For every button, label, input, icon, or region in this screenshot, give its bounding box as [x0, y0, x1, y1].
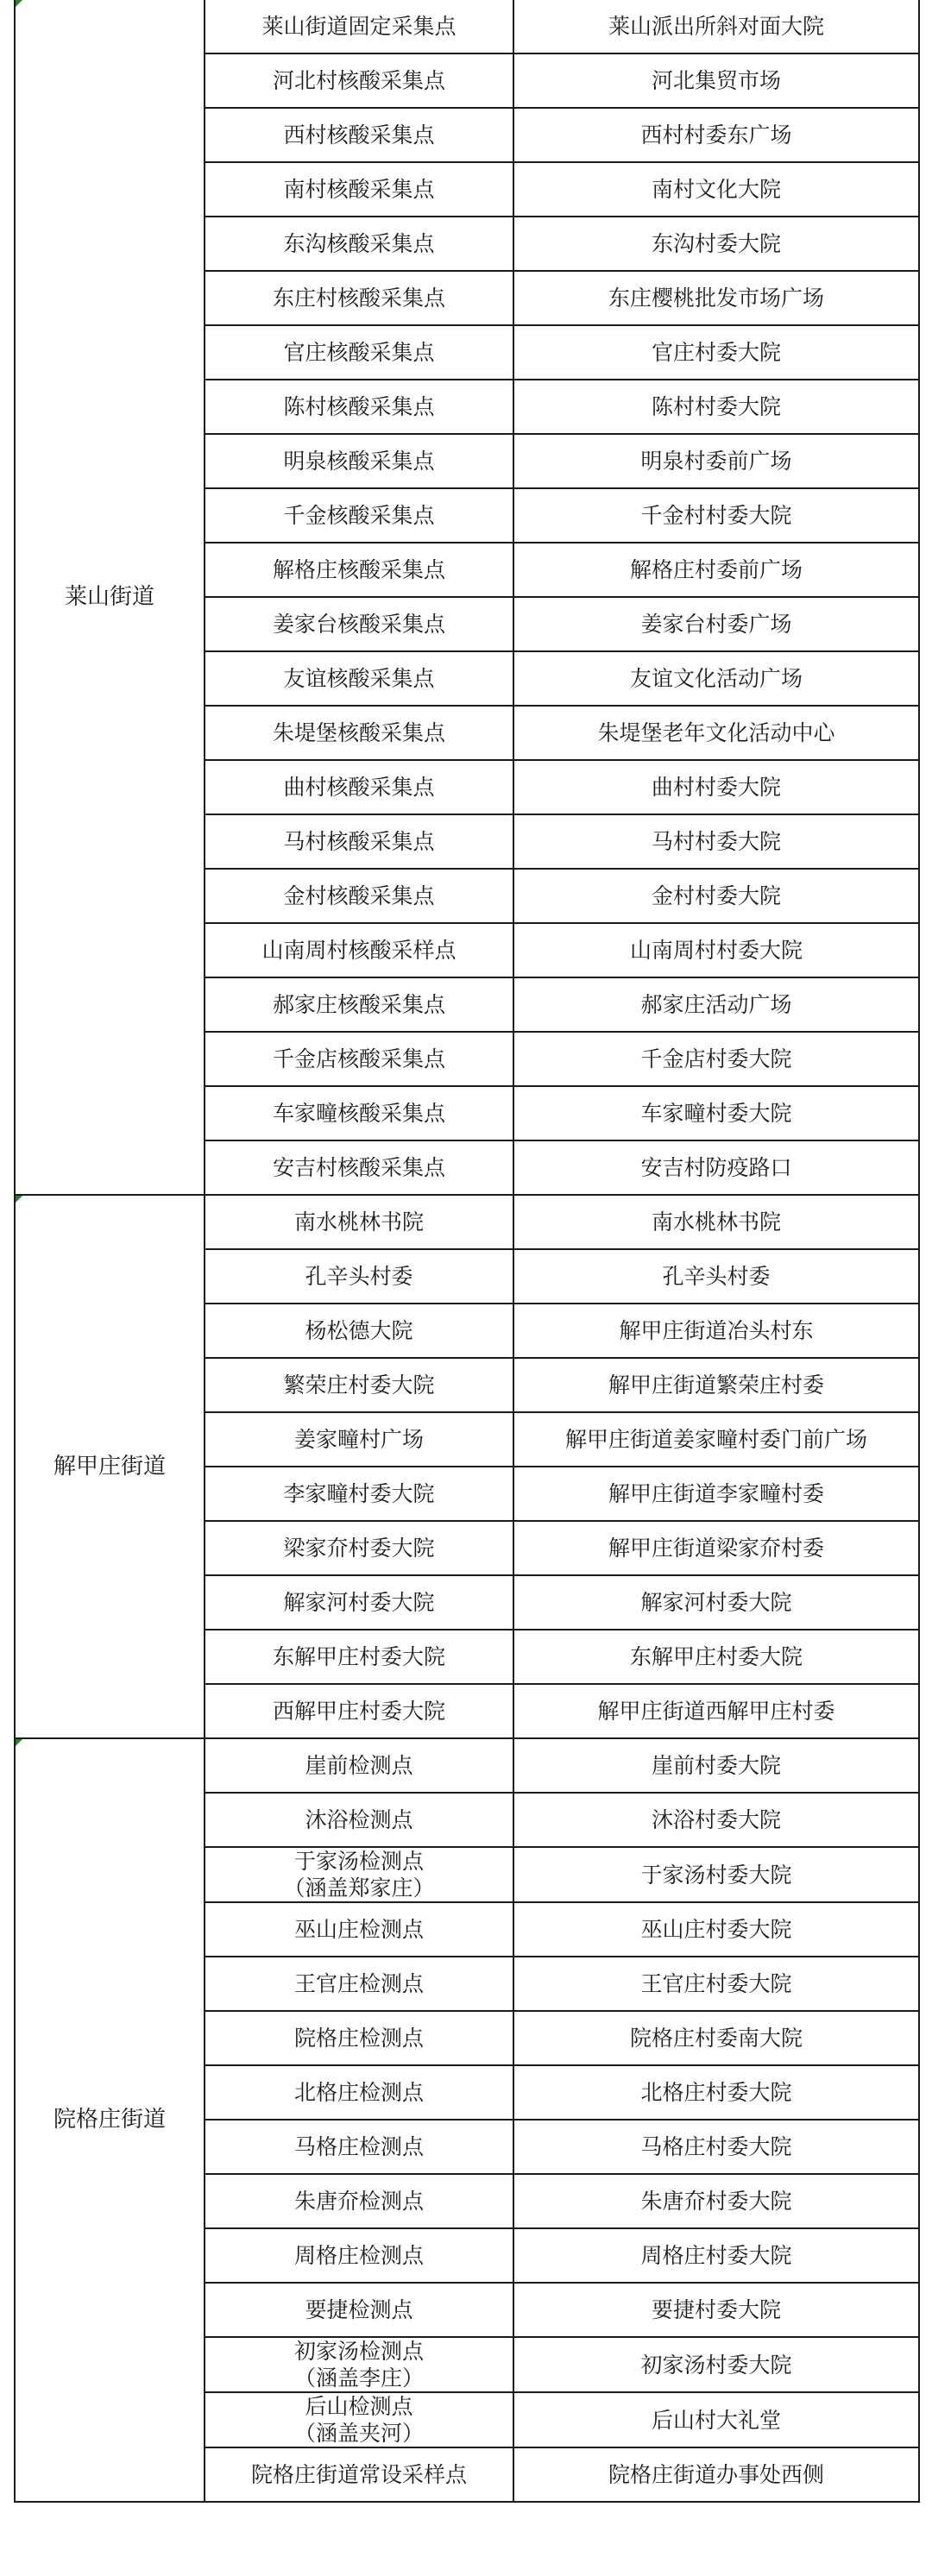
- site-name-cell: 孔辛头村委: [205, 1249, 513, 1304]
- site-name-cell: 北格庄检测点: [205, 2065, 513, 2120]
- site-name-cell: 明泉核酸采集点: [205, 434, 513, 488]
- site-name-cell: 西解甲庄村委大院: [205, 1684, 513, 1738]
- district-cell: 莱山街道: [15, 0, 205, 1195]
- site-location-cell: 院格庄村委南大院: [513, 2011, 919, 2065]
- table-body: [15, 0, 919, 2502]
- site-location-cell: 朱堤堡老年文化活动中心: [513, 706, 919, 760]
- site-location-cell: 于家汤村委大院: [513, 1847, 919, 1902]
- site-location-cell: 初家汤村委大院: [513, 2337, 919, 2392]
- site-location-cell: 朱唐夼村委大院: [513, 2174, 919, 2228]
- site-coverage-note: （涵盖夹河）: [293, 2421, 424, 2446]
- site-name-cell: 朱堤堡核酸采集点: [205, 706, 513, 760]
- table-row: [15, 1738, 919, 1793]
- site-name-cell: 姜家疃村广场: [205, 1412, 513, 1467]
- site-location-cell: 东沟村委大院: [513, 217, 919, 271]
- site-location-cell: 山南周村村委大院: [513, 923, 919, 977]
- site-location-cell: 要捷村委大院: [513, 2283, 919, 2337]
- site-name-cell: 西村核酸采集点: [205, 108, 513, 162]
- site-name-cell: 马格庄检测点: [205, 2120, 513, 2174]
- site-name-cell: [205, 2392, 513, 2447]
- site-name-cell: 东解甲庄村委大院: [205, 1630, 513, 1684]
- site-name-cell: 沐浴检测点: [205, 1793, 513, 1847]
- site-name-cell: 安吉村核酸采集点: [205, 1140, 513, 1195]
- site-name-cell: 朱唐夼检测点: [205, 2174, 513, 2228]
- site-location-cell: 千金店村委大院: [513, 1032, 919, 1086]
- site-location-cell: 周格庄村委大院: [513, 2228, 919, 2283]
- site-location-cell: 解甲庄街道繁荣庄村委: [513, 1358, 919, 1412]
- site-name: 于家汤检测点: [293, 1849, 424, 1874]
- site-name-cell: 巫山庄检测点: [205, 1902, 513, 1957]
- table-row: [15, 0, 919, 53]
- site-name-cell: 南水桃林书院: [205, 1195, 513, 1249]
- site-name-cell: 东庄村核酸采集点: [205, 271, 513, 325]
- site-name-cell: 梁家夼村委大院: [205, 1521, 513, 1575]
- site-name-cell: [205, 1847, 513, 1902]
- site-location-cell: 王官庄村委大院: [513, 1957, 919, 2011]
- site-name-cell: [205, 2337, 513, 2392]
- site-name-cell: 曲村核酸采集点: [205, 760, 513, 814]
- site-location-cell: 解甲庄街道姜家疃村委门前广场: [513, 1412, 919, 1467]
- district-cell: 院格庄街道: [15, 1738, 205, 2502]
- site-location-cell: 河北集贸市场: [513, 53, 919, 108]
- table-row: [15, 1195, 919, 1249]
- site-location-cell: 解甲庄街道西解甲庄村委: [513, 1684, 919, 1738]
- site-name-cell: 南村核酸采集点: [205, 162, 513, 217]
- site-location-cell: 姜家台村委广场: [513, 597, 919, 651]
- site-location-cell: 崖前村委大院: [513, 1738, 919, 1793]
- site-name-cell: 繁荣庄村委大院: [205, 1358, 513, 1412]
- site-location-cell: 陈村村委大院: [513, 380, 919, 434]
- site-coverage-note: （涵盖郑家庄）: [283, 1875, 435, 1901]
- site-name-cell: 李家疃村委大院: [205, 1467, 513, 1521]
- site-location-cell: 沐浴村委大院: [513, 1793, 919, 1847]
- site-location-cell: 马格庄村委大院: [513, 2120, 919, 2174]
- site-name: 后山检测点: [305, 2394, 413, 2419]
- site-name-cell: 姜家台核酸采集点: [205, 597, 513, 651]
- site-location-cell: 孔辛头村委: [513, 1249, 919, 1304]
- site-location-cell: 北格庄村委大院: [513, 2065, 919, 2120]
- site-location-cell: 解甲庄街道梁家夼村委: [513, 1521, 919, 1575]
- site-location-cell: 马村村委大院: [513, 814, 919, 869]
- site-location-cell: 官庄村委大院: [513, 325, 919, 380]
- district-cell: 解甲庄街道: [15, 1195, 205, 1738]
- site-name-cell: 山南周村核酸采样点: [205, 923, 513, 977]
- site-name-cell: 东沟核酸采集点: [205, 217, 513, 271]
- site-name-cell: 金村核酸采集点: [205, 869, 513, 923]
- site-name-cell: 院格庄检测点: [205, 2011, 513, 2065]
- site-location-cell: 解甲庄街道冶头村东: [513, 1304, 919, 1358]
- site-location-cell: 南水桃林书院: [513, 1195, 919, 1249]
- site-location-cell: 车家疃村委大院: [513, 1086, 919, 1140]
- site-name-cell: 杨松德大院: [205, 1304, 513, 1358]
- site-location-cell: 解甲庄街道李家疃村委: [513, 1467, 919, 1521]
- site-name-cell: 河北村核酸采集点: [205, 53, 513, 108]
- site-location-cell: 安吉村防疫路口: [513, 1140, 919, 1195]
- sampling-sites-table: [14, 0, 920, 2503]
- site-location-cell: 东庄樱桃批发市场广场: [513, 271, 919, 325]
- site-location-cell: 东解甲庄村委大院: [513, 1630, 919, 1684]
- site-coverage-note: （涵盖李庄）: [293, 2366, 424, 2391]
- site-location-cell: 解家河村委大院: [513, 1575, 919, 1630]
- site-name: 初家汤检测点: [293, 2339, 424, 2364]
- site-location-cell: 郝家庄活动广场: [513, 977, 919, 1032]
- site-location-cell: 后山村大礼堂: [513, 2392, 919, 2447]
- site-location-cell: 南村文化大院: [513, 162, 919, 217]
- site-name-cell: 官庄核酸采集点: [205, 325, 513, 380]
- site-name-cell: 崖前检测点: [205, 1738, 513, 1793]
- site-location-cell: 西村村委东广场: [513, 108, 919, 162]
- site-name-cell: 千金店核酸采集点: [205, 1032, 513, 1086]
- site-location-cell: 院格庄街道办事处西侧: [513, 2447, 919, 2502]
- site-name-cell: 解家河村委大院: [205, 1575, 513, 1630]
- site-location-cell: 明泉村委前广场: [513, 434, 919, 488]
- site-name-cell: 周格庄检测点: [205, 2228, 513, 2283]
- site-name-cell: 千金核酸采集点: [205, 488, 513, 543]
- site-name-cell: 院格庄街道常设采样点: [205, 2447, 513, 2502]
- site-location-cell: 巫山庄村委大院: [513, 1902, 919, 1957]
- site-name-cell: 马村核酸采集点: [205, 814, 513, 869]
- site-name-cell: 解格庄核酸采集点: [205, 543, 513, 597]
- site-location-cell: 千金村村委大院: [513, 488, 919, 543]
- site-name-cell: 陈村核酸采集点: [205, 380, 513, 434]
- site-name-cell: 车家疃核酸采集点: [205, 1086, 513, 1140]
- site-name-cell: 莱山街道固定采集点: [205, 0, 513, 53]
- site-name-cell: 要捷检测点: [205, 2283, 513, 2337]
- site-name-cell: 王官庄检测点: [205, 1957, 513, 2011]
- site-location-cell: 曲村村委大院: [513, 760, 919, 814]
- site-name-cell: 友谊核酸采集点: [205, 651, 513, 706]
- site-location-cell: 友谊文化活动广场: [513, 651, 919, 706]
- site-location-cell: 金村村委大院: [513, 869, 919, 923]
- site-location-cell: 莱山派出所斜对面大院: [513, 0, 919, 53]
- site-name-cell: 郝家庄核酸采集点: [205, 977, 513, 1032]
- site-location-cell: 解格庄村委前广场: [513, 543, 919, 597]
